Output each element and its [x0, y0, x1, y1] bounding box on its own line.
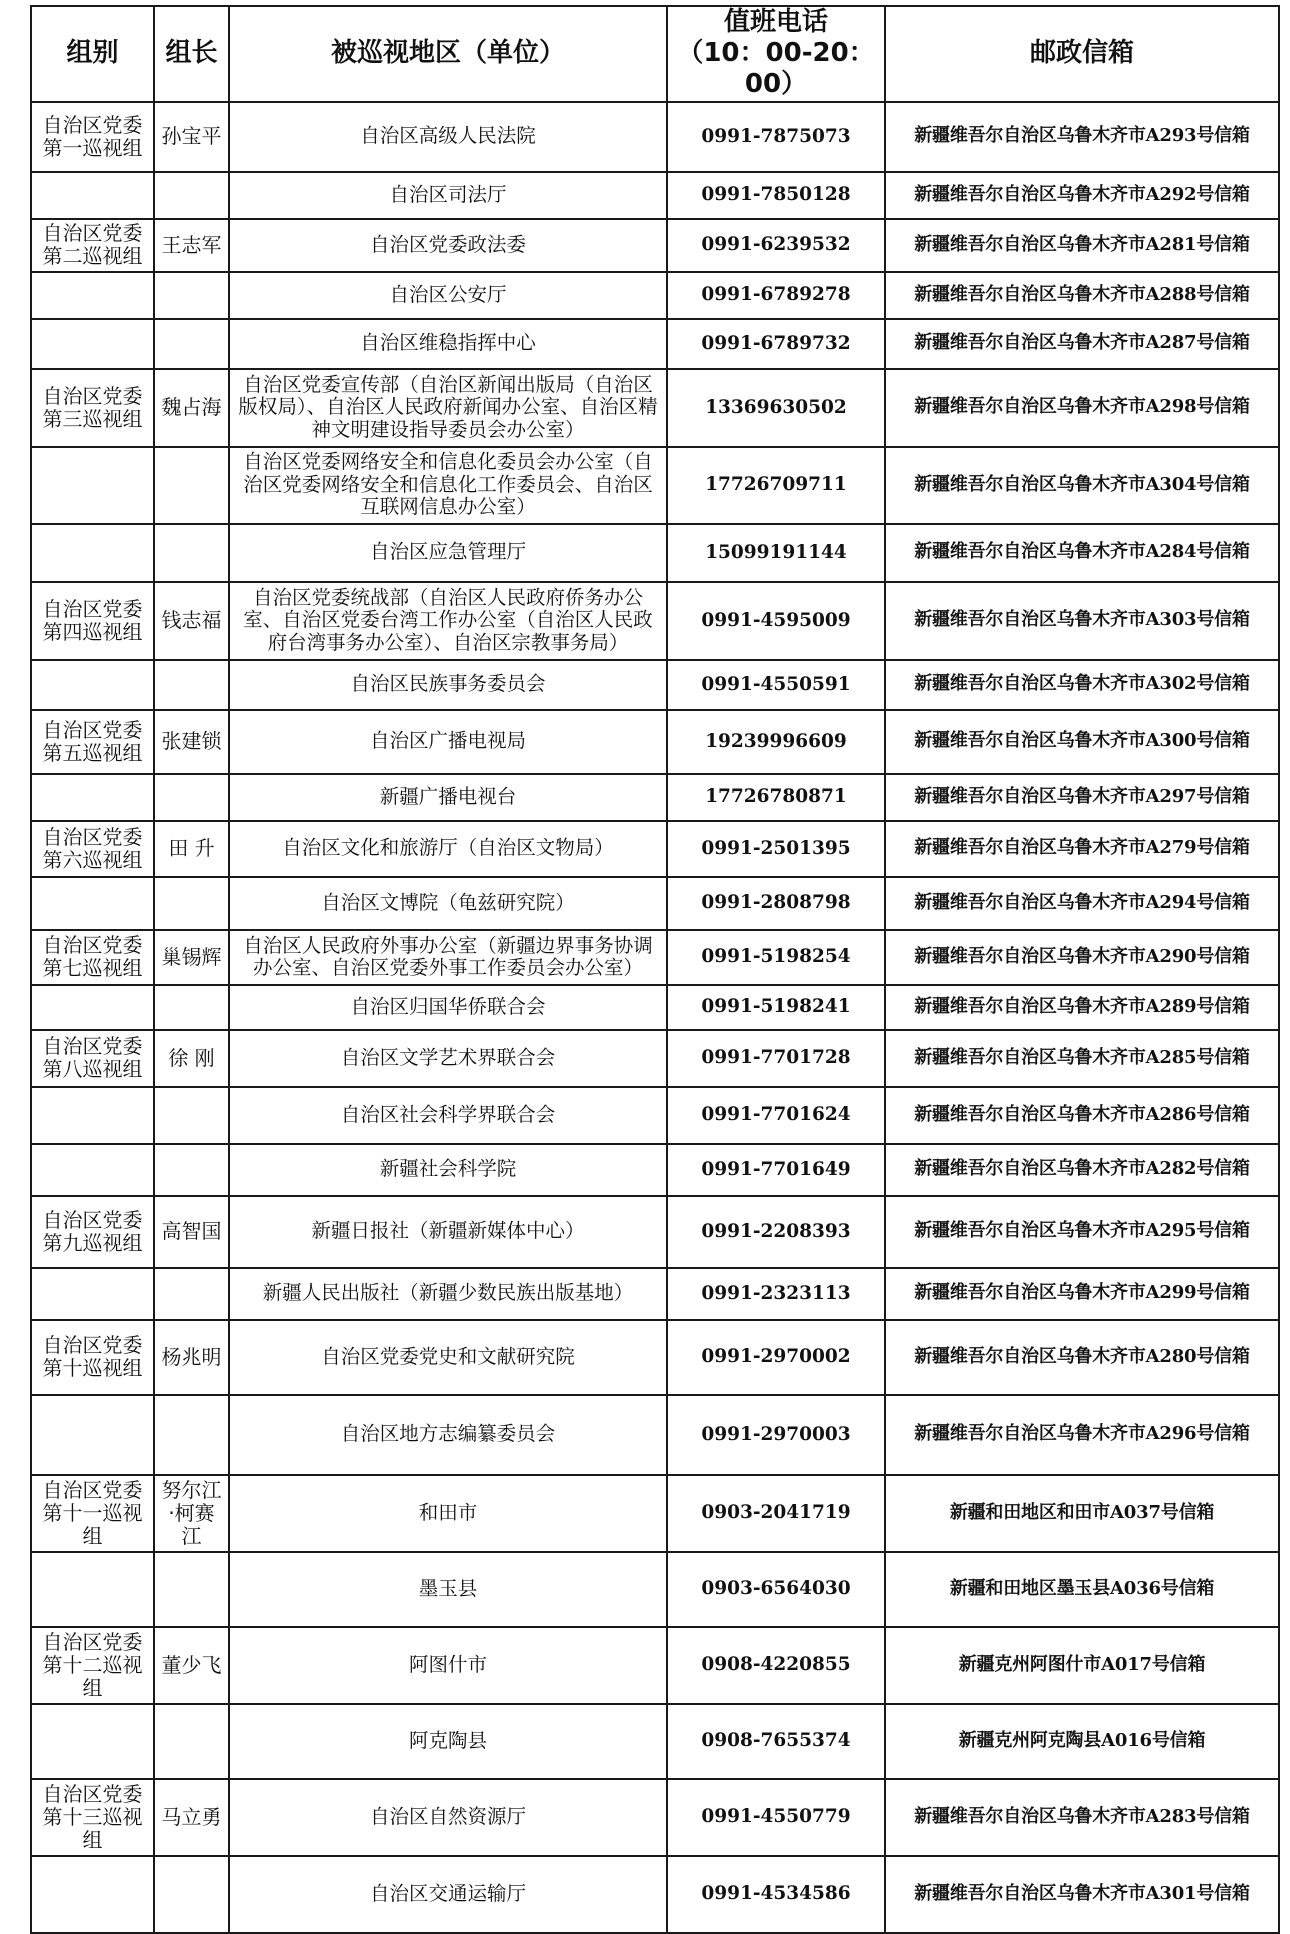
group-cell — [31, 985, 154, 1030]
leader-cell: 王志军 — [154, 219, 229, 272]
unit-cell: 自治区社会科学界联合会 — [229, 1087, 667, 1144]
inspection-contact-table — [30, 5, 1280, 1934]
phone-cell: 0991-7701649 — [667, 1144, 885, 1196]
mail-cell: 新疆和田地区墨玉县A036号信箱 — [885, 1552, 1279, 1627]
phone-cell: 0991-2501395 — [667, 821, 885, 877]
leader-cell — [154, 774, 229, 821]
mail-cell: 新疆维吾尔自治区乌鲁木齐市A293号信箱 — [885, 102, 1279, 172]
leader-cell — [154, 1856, 229, 1933]
table-row — [31, 1196, 1279, 1268]
phone-cell: 0991-2208393 — [667, 1196, 885, 1268]
table-row — [31, 219, 1279, 272]
leader-cell: 田 升 — [154, 821, 229, 877]
table-row — [31, 985, 1279, 1030]
leader-cell — [154, 877, 229, 930]
unit-cell: 自治区应急管理厅 — [229, 524, 667, 582]
group-cell: 自治区党委 第九巡视组 — [31, 1196, 154, 1268]
group-cell — [31, 1268, 154, 1320]
mail-cell: 新疆维吾尔自治区乌鲁木齐市A292号信箱 — [885, 172, 1279, 219]
phone-cell: 0991-6789732 — [667, 319, 885, 369]
leader-cell — [154, 447, 229, 524]
leader-cell: 马立勇 — [154, 1779, 229, 1856]
table-row — [31, 447, 1279, 524]
unit-cell: 新疆日报社（新疆新媒体中心） — [229, 1196, 667, 1268]
leader-cell: 魏占海 — [154, 369, 229, 447]
group-cell: 自治区党委 第七巡视组 — [31, 930, 154, 985]
leader-cell — [154, 1704, 229, 1779]
leader-cell: 张建锁 — [154, 710, 229, 774]
phone-cell: 0991-4550779 — [667, 1779, 885, 1856]
table-row — [31, 877, 1279, 930]
table-row — [31, 582, 1279, 660]
leader-cell: 孙宝平 — [154, 102, 229, 172]
mail-cell: 新疆维吾尔自治区乌鲁木齐市A300号信箱 — [885, 710, 1279, 774]
table-row — [31, 1704, 1279, 1779]
mail-cell: 新疆和田地区和田市A037号信箱 — [885, 1475, 1279, 1552]
unit-cell: 自治区党委政法委 — [229, 219, 667, 272]
unit-cell: 自治区广播电视局 — [229, 710, 667, 774]
table-row — [31, 774, 1279, 821]
phone-cell: 0991-2970003 — [667, 1395, 885, 1475]
leader-cell: 董少飞 — [154, 1627, 229, 1704]
group-cell — [31, 272, 154, 319]
table-row — [31, 172, 1279, 219]
phone-cell: 0991-5198241 — [667, 985, 885, 1030]
group-cell — [31, 877, 154, 930]
mail-cell: 新疆维吾尔自治区乌鲁木齐市A299号信箱 — [885, 1268, 1279, 1320]
table-row — [31, 1030, 1279, 1087]
phone-cell: 0991-4595009 — [667, 582, 885, 660]
group-cell: 自治区党委 第五巡视组 — [31, 710, 154, 774]
mail-cell: 新疆维吾尔自治区乌鲁木齐市A296号信箱 — [885, 1395, 1279, 1475]
phone-cell: 0991-4550591 — [667, 660, 885, 710]
phone-cell: 17726709711 — [667, 447, 885, 524]
header-mail: 邮政信箱 — [885, 6, 1279, 102]
unit-cell: 自治区文化和旅游厅（自治区文物局） — [229, 821, 667, 877]
phone-cell: 0991-2808798 — [667, 877, 885, 930]
mail-cell: 新疆维吾尔自治区乌鲁木齐市A281号信箱 — [885, 219, 1279, 272]
unit-cell: 和田市 — [229, 1475, 667, 1552]
group-cell: 自治区党委 第二巡视组 — [31, 219, 154, 272]
phone-cell: 0991-7875073 — [667, 102, 885, 172]
table-row — [31, 1087, 1279, 1144]
group-cell — [31, 774, 154, 821]
phone-cell: 0991-4534586 — [667, 1856, 885, 1933]
unit-cell: 自治区高级人民法院 — [229, 102, 667, 172]
leader-cell: 巢锡辉 — [154, 930, 229, 985]
group-cell: 自治区党委 第一巡视组 — [31, 102, 154, 172]
phone-cell: 0903-6564030 — [667, 1552, 885, 1627]
group-cell: 自治区党委 第十三巡视组 — [31, 1779, 154, 1856]
phone-cell: 0991-7701728 — [667, 1030, 885, 1087]
mail-cell: 新疆克州阿克陶县A016号信箱 — [885, 1704, 1279, 1779]
phone-cell: 0908-4220855 — [667, 1627, 885, 1704]
phone-cell: 0903-2041719 — [667, 1475, 885, 1552]
unit-cell: 阿克陶县 — [229, 1704, 667, 1779]
table-row — [31, 1144, 1279, 1196]
mail-cell: 新疆维吾尔自治区乌鲁木齐市A283号信箱 — [885, 1779, 1279, 1856]
table-row — [31, 821, 1279, 877]
table-row — [31, 1395, 1279, 1475]
mail-cell: 新疆维吾尔自治区乌鲁木齐市A294号信箱 — [885, 877, 1279, 930]
unit-cell: 墨玉县 — [229, 1552, 667, 1627]
mail-cell: 新疆维吾尔自治区乌鲁木齐市A301号信箱 — [885, 1856, 1279, 1933]
mail-cell: 新疆维吾尔自治区乌鲁木齐市A303号信箱 — [885, 582, 1279, 660]
table-row — [31, 1856, 1279, 1933]
table-row — [31, 930, 1279, 985]
leader-cell — [154, 660, 229, 710]
leader-cell — [154, 172, 229, 219]
mail-cell: 新疆维吾尔自治区乌鲁木齐市A295号信箱 — [885, 1196, 1279, 1268]
group-cell — [31, 1552, 154, 1627]
group-cell — [31, 1087, 154, 1144]
table-row — [31, 1627, 1279, 1704]
mail-cell: 新疆维吾尔自治区乌鲁木齐市A287号信箱 — [885, 319, 1279, 369]
group-cell: 自治区党委 第四巡视组 — [31, 582, 154, 660]
phone-cell: 0991-2323113 — [667, 1268, 885, 1320]
leader-cell — [154, 1087, 229, 1144]
leader-cell — [154, 985, 229, 1030]
table-row — [31, 319, 1279, 369]
unit-cell: 新疆社会科学院 — [229, 1144, 667, 1196]
mail-cell: 新疆克州阿图什市A017号信箱 — [885, 1627, 1279, 1704]
table-row — [31, 272, 1279, 319]
mail-cell: 新疆维吾尔自治区乌鲁木齐市A282号信箱 — [885, 1144, 1279, 1196]
group-cell: 自治区党委 第十一巡视组 — [31, 1475, 154, 1552]
table-row — [31, 524, 1279, 582]
phone-cell: 17726780871 — [667, 774, 885, 821]
unit-cell: 自治区民族事务委员会 — [229, 660, 667, 710]
unit-cell: 自治区维稳指挥中心 — [229, 319, 667, 369]
unit-cell: 新疆广播电视台 — [229, 774, 667, 821]
group-cell — [31, 172, 154, 219]
group-cell: 自治区党委 第八巡视组 — [31, 1030, 154, 1087]
mail-cell: 新疆维吾尔自治区乌鲁木齐市A284号信箱 — [885, 524, 1279, 582]
mail-cell: 新疆维吾尔自治区乌鲁木齐市A285号信箱 — [885, 1030, 1279, 1087]
group-cell — [31, 1704, 154, 1779]
header-group: 组别 — [31, 6, 154, 102]
unit-cell: 自治区交通运输厅 — [229, 1856, 667, 1933]
unit-cell: 自治区司法厅 — [229, 172, 667, 219]
mail-cell: 新疆维吾尔自治区乌鲁木齐市A290号信箱 — [885, 930, 1279, 985]
mail-cell: 新疆维吾尔自治区乌鲁木齐市A280号信箱 — [885, 1320, 1279, 1395]
unit-cell: 自治区党委网络安全和信息化委员会办公室（自治区党委网络安全和信息化工作委员会、自治区互联网信息办公室） — [229, 447, 667, 524]
table-row — [31, 710, 1279, 774]
unit-cell: 自治区文学艺术界联合会 — [229, 1030, 667, 1087]
table-row — [31, 1268, 1279, 1320]
phone-cell: 19239996609 — [667, 710, 885, 774]
leader-cell — [154, 524, 229, 582]
leader-cell: 努尔江 ·柯赛江 — [154, 1475, 229, 1552]
phone-cell: 0991-6789278 — [667, 272, 885, 319]
leader-cell — [154, 319, 229, 369]
header-phone: 值班电话 （10：00-20：00） — [667, 6, 885, 102]
table-row — [31, 660, 1279, 710]
phone-cell: 0991-5198254 — [667, 930, 885, 985]
table-row — [31, 1779, 1279, 1856]
leader-cell — [154, 1395, 229, 1475]
mail-cell: 新疆维吾尔自治区乌鲁木齐市A298号信箱 — [885, 369, 1279, 447]
mail-cell: 新疆维吾尔自治区乌鲁木齐市A297号信箱 — [885, 774, 1279, 821]
unit-cell: 自治区地方志编纂委员会 — [229, 1395, 667, 1475]
leader-cell: 杨兆明 — [154, 1320, 229, 1395]
leader-cell: 钱志福 — [154, 582, 229, 660]
table-row — [31, 102, 1279, 172]
leader-cell — [154, 1268, 229, 1320]
unit-cell: 自治区党委宣传部（自治区新闻出版局（自治区版权局）、自治区人民政府新闻办公室、自治区精神文明建设指导委员会办公室） — [229, 369, 667, 447]
leader-cell: 徐 刚 — [154, 1030, 229, 1087]
phone-cell: 15099191144 — [667, 524, 885, 582]
header-unit: 被巡视地区（单位） — [229, 6, 667, 102]
mail-cell: 新疆维吾尔自治区乌鲁木齐市A288号信箱 — [885, 272, 1279, 319]
leader-cell: 高智国 — [154, 1196, 229, 1268]
unit-cell: 自治区归国华侨联合会 — [229, 985, 667, 1030]
phone-cell: 0991-2970002 — [667, 1320, 885, 1395]
group-cell — [31, 447, 154, 524]
unit-cell: 新疆人民出版社（新疆少数民族出版基地） — [229, 1268, 667, 1320]
leader-cell — [154, 1552, 229, 1627]
table-row — [31, 1320, 1279, 1395]
unit-cell: 自治区人民政府外事办公室（新疆边界事务协调办公室、自治区党委外事工作委员会办公室） — [229, 930, 667, 985]
unit-cell: 自治区党委党史和文献研究院 — [229, 1320, 667, 1395]
unit-cell: 自治区自然资源厅 — [229, 1779, 667, 1856]
header-leader: 组长 — [154, 6, 229, 102]
group-cell — [31, 1144, 154, 1196]
table-row — [31, 1552, 1279, 1627]
phone-cell: 0991-7701624 — [667, 1087, 885, 1144]
group-cell — [31, 1856, 154, 1933]
mail-cell: 新疆维吾尔自治区乌鲁木齐市A302号信箱 — [885, 660, 1279, 710]
leader-cell — [154, 1144, 229, 1196]
phone-cell: 13369630502 — [667, 369, 885, 447]
unit-cell: 自治区公安厅 — [229, 272, 667, 319]
unit-cell: 自治区党委统战部（自治区人民政府侨务办公室、自治区党委台湾工作办公室（自治区人民政府台湾事务办公室）、自治区宗教事务局） — [229, 582, 667, 660]
leader-cell — [154, 272, 229, 319]
table-body — [31, 102, 1279, 1933]
table-row — [31, 369, 1279, 447]
unit-cell: 自治区文博院（龟兹研究院） — [229, 877, 667, 930]
phone-cell: 0991-7850128 — [667, 172, 885, 219]
group-cell: 自治区党委 第六巡视组 — [31, 821, 154, 877]
table-row — [31, 1475, 1279, 1552]
mail-cell: 新疆维吾尔自治区乌鲁木齐市A304号信箱 — [885, 447, 1279, 524]
mail-cell: 新疆维吾尔自治区乌鲁木齐市A289号信箱 — [885, 985, 1279, 1030]
group-cell — [31, 660, 154, 710]
phone-cell: 0991-6239532 — [667, 219, 885, 272]
group-cell — [31, 319, 154, 369]
header-row — [31, 6, 1279, 102]
unit-cell: 阿图什市 — [229, 1627, 667, 1704]
group-cell — [31, 524, 154, 582]
phone-cell: 0908-7655374 — [667, 1704, 885, 1779]
mail-cell: 新疆维吾尔自治区乌鲁木齐市A286号信箱 — [885, 1087, 1279, 1144]
group-cell: 自治区党委 第十巡视组 — [31, 1320, 154, 1395]
group-cell — [31, 1395, 154, 1475]
group-cell: 自治区党委 第十二巡视组 — [31, 1627, 154, 1704]
mail-cell: 新疆维吾尔自治区乌鲁木齐市A279号信箱 — [885, 821, 1279, 877]
group-cell: 自治区党委 第三巡视组 — [31, 369, 154, 447]
